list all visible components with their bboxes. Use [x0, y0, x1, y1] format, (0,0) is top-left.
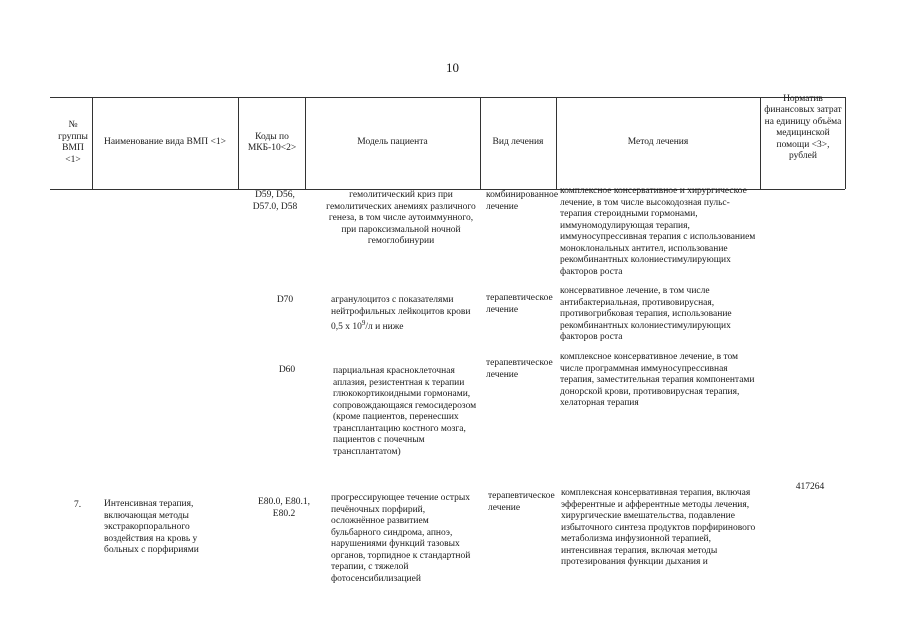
header-divider-5	[556, 97, 557, 189]
row4-type: терапевтическое лечение	[488, 491, 555, 513]
row4-vmp-name: Интенсивная терапия, включающая методы экстракорпорального воздействия на кровь у больных с порфириями	[104, 499, 199, 555]
header-icd-codes: Коды по МКБ-10<2>	[247, 131, 297, 153]
row4-model: прогрессирующее течение острых печёночных порфирий, осложнённое развитием бульбарного синдрома, апноэ, нарушениями функций тазовых органов, торпидное к стандартной терапии, с тяжелой фотосенсибилизацией	[331, 493, 471, 584]
row1-method: комплексное консервативное и хирургическое лечение, в том числе высокодозная пульс-терапия стероидными гормонами, иммуномодулирующая терапия, иммуносупрессивная терапия с использованием моноклональных антител, использование рекомбинантных колониестимулирующих факторов роста	[560, 186, 756, 277]
header-group-no: № группы ВМП <1>	[58, 120, 88, 165]
row2-method: консервативное лечение, в том числе антибактериальная, противовирусная, противогрибковая терапия, использование рекомбинантных колониестимулирующих факторов роста	[560, 286, 732, 342]
header-divider-4	[480, 97, 481, 189]
row2-codes: D70	[276, 295, 294, 305]
row1-type: комбинированное лечение	[486, 190, 559, 212]
row2-type: терапевтическое лечение	[486, 293, 553, 315]
header-divider-6	[760, 97, 761, 189]
row4-method: комплексная консервативная терапия, включая эфферентные и афферентные методы лечения, хирургические вмешательства, подавление избыточного синтеза продуктов порфиринового метаболизма инфузионной терапией, интенсивная терапия, включая методы протезирования функции дыхания и	[561, 488, 756, 567]
header-divider-1	[92, 97, 93, 189]
row1-model: гемолитический криз при гемолитических анемиях различного генеза, в том числе аутоиммунного, при пароксизмальной ночной гемоглобинурии	[326, 190, 476, 246]
header-cost-norm: Норматив финансовых затрат на единицу объёма медицинской помощи <3>, рублей	[764, 93, 842, 161]
table-top-border	[50, 97, 845, 98]
header-divider-2	[238, 97, 239, 189]
row1-codes: D59, D56, D57.0, D58	[252, 190, 298, 212]
row2-model: агранулоцитоз с показателями нейтрофильных лейкоцитов крови 0,5 х $10^9/л$ и ниже	[331, 295, 471, 333]
row4-codes: E80.0, E80.1, E80.2	[258, 497, 310, 519]
header-treatment-method: Метод лечения	[627, 137, 689, 148]
row3-codes: D60	[278, 365, 296, 375]
row3-method: комплексное консервативное лечение, в том числе программная иммуносупрессивная терапия, заместительная терапия компонентами донорской крови, противовирусная терапия, хелаторная терапия	[560, 352, 755, 408]
header-patient-model: Модель пациента	[357, 137, 428, 148]
row3-model: парциальная красноклеточная аплазия, резистентная к терапии глюкокортикоидными гормонами, сопровождающаяся гемосидерозом (кроме пациентов, перенесших трансплантацию костного мозга, пациентов с почечным трансплантатом)	[333, 366, 477, 457]
row4-group-no: 7.	[74, 500, 82, 510]
header-treatment-type: Вид лечения	[492, 137, 544, 148]
row3-type: терапевтическое лечение	[486, 358, 553, 380]
header-vmp-name: Наименование вида ВМП <1>	[103, 137, 227, 148]
page-number: 10	[446, 60, 459, 75]
header-divider-3	[305, 97, 306, 189]
header-right-border	[845, 97, 846, 189]
row4-cost: 417264	[795, 482, 825, 492]
